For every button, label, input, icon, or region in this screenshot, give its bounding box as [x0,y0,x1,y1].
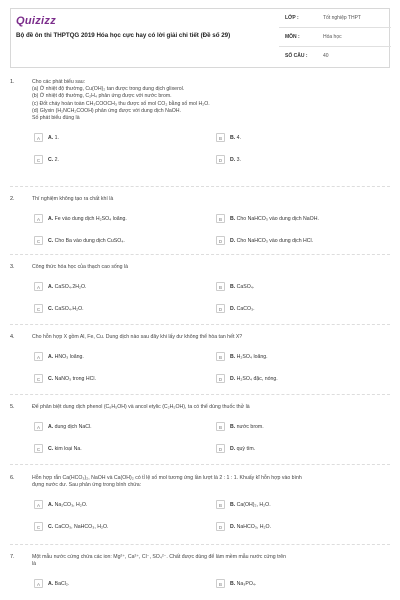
option-letter-box[interactable]: C [34,236,43,245]
answer-option-d[interactable] [216,521,386,533]
option-text [230,281,254,293]
question-number: 4. [10,334,15,340]
option-key: A. [48,424,54,431]
question-count-label: SỐ CÂU : [285,53,308,59]
option-letter-box[interactable]: A [34,282,43,291]
question-divider [10,186,390,187]
question-divider [10,544,390,545]
option-letter-box[interactable]: D [216,444,225,453]
answer-option-d[interactable] [216,443,386,455]
option-key: C. [48,306,54,313]
option-key: B. [230,502,236,509]
option-value: kim loại Na. [54,446,82,453]
option-key: A. [48,284,54,291]
option-key: C. [48,157,54,164]
option-letter-box[interactable]: C [34,155,43,164]
question-text [32,475,382,489]
answer-option-b[interactable] [216,132,386,144]
option-text [48,213,127,225]
option-text [48,235,125,247]
meta-row-count [279,47,391,65]
answer-option-a[interactable] [34,351,204,363]
question-line: Để phân biệt dung dịch phenol (C₆H₅OH) và ancol etylic (C₂H₅OH), ta có thể dùng thuốc thử là [32,404,250,410]
option-key: D. [230,524,236,531]
answer-option-d[interactable] [216,154,386,166]
option-letter-box[interactable]: A [34,214,43,223]
option-letter-box[interactable]: B [216,500,225,509]
question-line: Thí nghiệm không tạo ra chất khí là [32,196,114,202]
option-text [230,373,278,385]
meta-table [279,9,391,69]
meta-row-subject [279,28,391,47]
option-text [48,154,59,166]
option-letter-box[interactable]: C [34,522,43,531]
answer-option-a[interactable] [34,213,204,225]
option-value: Ca(OH)₂, H₂O. [236,502,271,509]
question-text [32,554,382,568]
question-line: Một mẫu nước cứng chứa các ion: Mg²⁺, Ca²⁺, Cl⁻, SO₄²⁻. Chất được dùng để làm mềm mẫu nước cứng trên [32,554,287,560]
option-value: Cho NaHCO₃ vào dung dịch HCl. [236,238,314,245]
question-number: 6. [10,475,15,481]
question-line: (b) Ở nhiệt độ thường, C₂H₄ phản ứng được với nước brom. [32,93,172,100]
meta-row-class [279,9,391,28]
option-letter-box[interactable]: A [34,352,43,361]
answer-option-c[interactable] [34,303,204,315]
question-line: đựng nước dư. Sau phản ứng trong bình chứa: [32,482,142,489]
option-key: B. [230,284,236,291]
answer-option-a[interactable] [34,499,204,511]
option-text [48,443,82,455]
option-letter-box[interactable]: A [34,500,43,509]
option-key: D. [230,238,236,245]
worksheet-header [10,8,390,68]
option-text [48,281,86,293]
option-key: B. [230,354,236,361]
option-letter-box[interactable]: D [216,522,225,531]
option-text [230,303,255,315]
question-number: 2. [10,196,15,202]
option-letter-box[interactable]: B [216,133,225,142]
option-letter-box[interactable]: B [216,352,225,361]
option-key: B. [230,424,236,431]
answer-option-d[interactable] [216,235,386,247]
answer-option-b[interactable] [216,281,386,293]
question-line: là [32,561,37,568]
option-value: CaSO₄. [236,284,255,291]
question-text [32,404,382,411]
option-text [230,499,271,511]
option-value: 3. [236,157,241,164]
option-text [48,351,84,363]
option-value: CaSO₄.2H₂O. [54,284,87,291]
option-value: Na₃PO₄. [236,581,257,588]
answer-option-b[interactable] [216,421,386,433]
subject-value: Hóa học [323,34,342,40]
option-text [230,578,256,590]
option-letter-box[interactable]: A [34,579,43,588]
option-value: Cho NaHCO₃ vào dung dịch NaOH. [236,216,319,223]
option-text [230,213,319,225]
option-value: 4. [236,135,241,142]
option-value: CaCO₃. [236,306,255,313]
option-key: A. [48,581,54,588]
answer-option-d[interactable] [216,373,386,385]
question-number: 3. [10,264,15,270]
option-text [230,521,271,533]
option-text [48,132,59,144]
question-number: 7. [10,554,15,560]
question-text [32,79,382,122]
option-value: NaHCO₃, H₂O. [236,524,272,531]
option-text [48,373,96,385]
option-key: D. [230,446,236,453]
option-key: D. [230,157,236,164]
question-line: (a) Ở nhiệt độ thường, Cu(OH)₂ tan được trong dung dịch glixerol. [32,86,185,93]
option-letter-box[interactable]: A [34,422,43,431]
class-label: LỚP : [285,15,299,21]
option-letter-box[interactable]: C [34,444,43,453]
option-letter-box[interactable]: D [216,374,225,383]
option-value: CaCO₃, NaHCO₃, H₂O. [54,524,109,531]
question-line: Công thức hóa học của thạch cao sống là [32,264,129,270]
answer-option-c[interactable] [34,373,204,385]
option-text [230,235,313,247]
option-text [230,443,255,455]
option-value: 2. [54,157,59,164]
answer-option-a[interactable] [34,281,204,293]
subject-label: MÔN : [285,34,300,40]
option-letter-box[interactable]: D [216,236,225,245]
option-key: B. [230,135,236,142]
option-letter-box[interactable]: B [216,282,225,291]
option-key: A. [48,354,54,361]
question-count-value: 40 [323,53,329,59]
option-value: dung dịch NaCl. [54,424,92,431]
question-line: (d) Glyxin (H₂NCH₂COOH) phản ứng được với dung dịch NaOH. [32,107,181,114]
question-divider [10,254,390,255]
option-value: nước brom. [236,424,264,431]
option-value: 1. [54,135,59,142]
question-line: Hỗn hợp rắn Ca(HCO₃)₂, NaOH và Ca(OH)₂ có tỉ lệ số mol tương ứng lần lượt là 2 : 1 : 1. Khuấy kĩ hỗn hợp vào bình [32,475,302,481]
answer-option-b[interactable] [216,213,386,225]
quizizz-logo: Quizizz [16,15,56,27]
question-number: 1. [10,79,15,85]
option-value: CaSO₄.H₂O. [54,306,84,313]
answer-option-c[interactable] [34,443,204,455]
option-key: C. [48,446,54,453]
option-key: B. [230,581,236,588]
option-key: A. [48,135,54,142]
question-text [32,334,382,341]
option-value: BaCl₂. [54,581,70,588]
question-line: Cho hỗn hợp X gồm Al, Fe, Cu. Dung dịch nào sau đây khi lấy dư không thể hòa tan hết X? [32,334,243,340]
option-value: Cho Ba vào dung dịch CuSO₄. [54,238,125,245]
option-letter-box[interactable]: B [216,579,225,588]
option-letter-box[interactable]: B [216,422,225,431]
option-value: Na₂CO₃, H₂O. [54,502,88,509]
option-key: D. [230,306,236,313]
option-letter-box[interactable]: A [34,133,43,142]
option-key: A. [48,502,54,509]
answer-option-c[interactable] [34,154,204,166]
option-value: H₂SO₄ đặc, nóng. [236,376,278,383]
answer-option-d[interactable] [216,303,386,315]
option-letter-box[interactable]: D [216,155,225,164]
option-value: NaNO₃ trong HCl. [54,376,96,383]
option-key: C. [48,238,54,245]
answer-option-c[interactable] [34,521,204,533]
option-value: H₂SO₄ loãng. [236,354,268,361]
option-text [48,521,108,533]
option-text [48,303,84,315]
question-text [32,264,382,271]
question-divider [10,464,390,465]
question-divider [10,394,390,395]
question-line: (c) Đốt cháy hoàn toàn CH₃COOCH₃ thu được số mol CO₂ bằng số mol H₂O. [32,100,210,107]
answer-option-a[interactable] [34,578,204,590]
answer-option-b[interactable] [216,578,386,590]
question-line: Cho các phát biểu sau: [32,79,86,85]
option-text [230,132,241,144]
option-text [48,421,92,433]
question-number: 5. [10,404,15,410]
class-value: Tốt nghiệp THPT [323,15,361,21]
question-divider [10,324,390,325]
document-title: Bộ đề ôn thi THPTQG 2019 Hóa học cực hay có lời giải chi tiết (Đề số 29) [16,32,231,39]
option-text [230,351,268,363]
option-text [230,154,241,166]
option-text [48,499,87,511]
option-value: Fe vào dung dịch H₂SO₄ loãng. [54,216,127,223]
option-letter-box[interactable]: B [216,214,225,223]
answer-option-a[interactable] [34,132,204,144]
option-key: D. [230,376,236,383]
answer-option-b[interactable] [216,499,386,511]
option-key: A. [48,216,54,223]
option-text [48,578,69,590]
option-key: C. [48,524,54,531]
option-text [230,421,264,433]
question-line: Số phát biểu đúng là [32,115,80,122]
option-value: quỳ tím. [236,446,256,453]
option-key: C. [48,376,54,383]
option-value: HNO₃ loãng. [54,354,84,361]
option-letter-box[interactable]: D [216,304,225,313]
option-letter-box[interactable]: C [34,304,43,313]
question-text [32,196,382,203]
answer-option-b[interactable] [216,351,386,363]
answer-option-c[interactable] [34,235,204,247]
option-letter-box[interactable]: C [34,374,43,383]
answer-option-a[interactable] [34,421,204,433]
option-key: B. [230,216,236,223]
